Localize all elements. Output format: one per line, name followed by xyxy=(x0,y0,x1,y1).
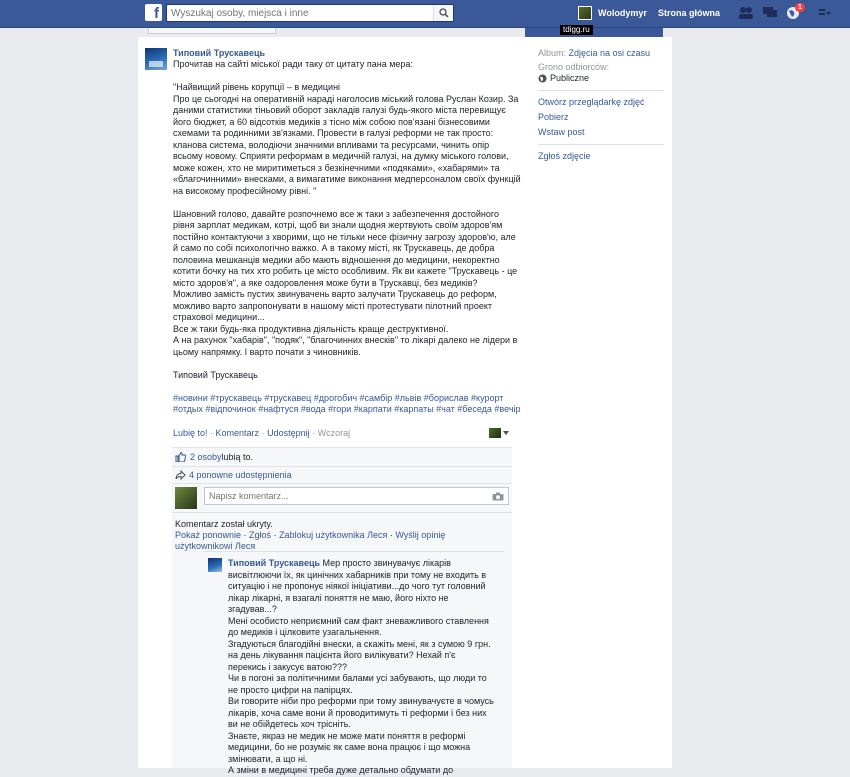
camera-icon[interactable] xyxy=(492,492,504,501)
hidden-comment-notice xyxy=(175,519,505,552)
share-button[interactable]: Udostępnij xyxy=(267,428,310,438)
photo-header-strip xyxy=(525,28,663,37)
search-box[interactable] xyxy=(166,4,454,22)
reply-author-link[interactable]: Типовий Трускавець xyxy=(228,558,321,568)
post-text xyxy=(173,59,521,416)
send-feedback-link[interactable]: Wyślij opinię użytkownikowi Леся xyxy=(175,530,446,551)
comment-box[interactable] xyxy=(204,487,509,505)
tab-strip xyxy=(148,28,276,34)
reply-text: Мер просто звинувачує лікарів висвітлюючи їх, як цинічних хабарників при тому не входить в ситуацію і не пропонує ніякої ініціативи...до чого тут головний лікар лікарні, я взагалі поняття не маю, його ніхто не згадував...? Мені особисто неприємний сам факт зневажливого ставлення до медиків і цілковите узагальнення. Згадуються благодійні внески, а скажіть мені, як з сумою 9 грн. на день лікування пацієнта його вилікувати? Нехай п'є перекись і закусує ватою??? Чи в погоні за політичними балами усі забувають, що люди то не просто цифри на папірцях. Ви говорите ніби про реформи при тому звинувачуєте в чомусь лікарів, хоча саме вони й проводитимуть ті реформи і без них ви не обійдетесь хоч трісніть. Знаєте, якраз не медик не може мати поняття в реформі медицини, бо не розуміє як саме вона працює і що можна змінювати, а що ні. А зміни в медицині треба дуже детально обдумати до xyxy=(228,558,494,775)
user-name: Wolodymyr xyxy=(598,8,647,18)
audience-selector[interactable] xyxy=(538,73,664,84)
album-info: Album: Zdjęcia na osi czasu xyxy=(538,48,651,58)
comment-button[interactable]: Komentarz xyxy=(215,428,260,438)
post-paragraph: Шановний голово, давайте розпочнемо все ж таки з забезпечення достойного рівня зарплат медикам, котрі, щоб ви знали щодня жертвують своїм здоров'ям постійно контактуючи з хворими, що не тільки несе фізичну загрозу здоров'ю, але й само по собі психологічно важко. А в такому місті, як Трускавець, де добра половина мешканців медики або мають відношення до медицини, некоректно котити бочку на тих хто робить це місто особливим. Як ви кажете "Трускавець - це місто здоров'я", а яке оздоровлення може бути в Трускавці, без медиків? Можливо замість пустих звинувачень варто залучати Трускавець до реформ, можливо варто запропонувати в нашому місті протестувати пілотний проект страхової медицини... Все ж таки будь-яка продуктивна діяльність краще деструктивної. А на рахунок "хабарів", "подяк", "благочинних внесків" то лікарі далеко не лідери в цьому напрямку. І варто почати з чиновників. xyxy=(173,208,518,357)
like-button[interactable]: Lubię to! xyxy=(173,428,208,438)
block-user-link[interactable]: Zablokuj użytkownika Леся xyxy=(279,530,388,540)
post-timestamp[interactable]: Wczoraj xyxy=(317,428,351,438)
report-link[interactable]: Zgłoś xyxy=(249,530,272,540)
friend-requests-icon[interactable] xyxy=(738,6,754,20)
show-again-link[interactable]: Pokaż ponownie xyxy=(175,530,242,540)
watermark-tag: tdigg.ru xyxy=(560,25,593,35)
embed-post-link[interactable]: Wstaw post xyxy=(538,127,585,137)
post-signature: Типовий Трускавець xyxy=(173,369,258,380)
post-actions: Lubię to! · Komentarz · Udostępnij · Wczoraj xyxy=(173,428,351,438)
photo-sidebar xyxy=(538,48,664,166)
divider xyxy=(172,512,512,513)
commenter-avatar xyxy=(175,487,197,509)
profile-link[interactable] xyxy=(578,5,647,21)
post-author-link[interactable]: Типовий Трускавець xyxy=(173,48,266,58)
messages-icon[interactable] xyxy=(762,6,778,20)
likes-count-link[interactable]: 2 osoby xyxy=(190,452,222,462)
facebook-logo[interactable]: f xyxy=(145,4,162,21)
comment-input[interactable] xyxy=(209,491,479,501)
thumbs-up-icon xyxy=(175,452,186,462)
open-photo-viewer-link[interactable]: Otwórz przeglądarkę zdjęć xyxy=(538,97,645,107)
search-input[interactable] xyxy=(171,7,431,20)
top-navigation-bar xyxy=(0,0,850,28)
search-button[interactable] xyxy=(433,5,453,21)
divider xyxy=(538,144,664,145)
user-avatar xyxy=(578,6,592,20)
audience-label: Grono odbiorców: xyxy=(538,62,610,72)
hidden-comment-actions: Pokaż ponownie · Zgłoś · Zablokuj użytkownika Леся · Wyślij opinię użytkownikowi Леся xyxy=(175,530,446,551)
post-paragraph: Прочитав на сайті міської ради таку от цитату пана мера: xyxy=(173,59,413,69)
audience-value: Publiczne xyxy=(550,73,590,83)
home-link[interactable]: Strona główna xyxy=(658,8,721,18)
post-hashtags[interactable]: #новини #трускавець #трускавец #дрогобич #самбір #львів #борислав #курорт #отдых #відпочинок #нафтуся #вода #гори #карпати #карпаты #чат #беседа #вечір xyxy=(173,392,521,414)
divider xyxy=(172,483,512,484)
search-icon xyxy=(439,8,449,18)
divider xyxy=(204,551,504,552)
globe-icon xyxy=(538,74,547,83)
actor-selector[interactable] xyxy=(489,428,509,438)
download-link[interactable]: Pobierz xyxy=(538,112,569,122)
reply-author-avatar[interactable] xyxy=(208,558,222,572)
shares-summary xyxy=(175,468,292,482)
report-photo-link[interactable]: Zgłoś zdjęcie xyxy=(538,151,591,161)
notification-count-badge: 1 xyxy=(795,3,805,12)
hidden-comment-text: Komentarz został ukryty. xyxy=(175,519,273,529)
album-link[interactable]: Zdjęcia na osi czasu xyxy=(568,48,651,58)
actor-avatar xyxy=(489,428,501,438)
divider xyxy=(172,466,512,467)
reply-comment xyxy=(228,558,496,777)
shares-count-link[interactable]: 4 ponowne udostępnienia xyxy=(189,470,292,480)
share-arrow-icon xyxy=(175,470,186,480)
chevron-down-icon xyxy=(503,431,509,435)
post-paragraph: "Найвищий рівень корупції – в медицині Про це сьогодні на оперативній нараді наголосив міський голова Руслан Козир. За даними статистики тіньовий оборот закладів галузі будь-якого міста перевищує його бюджет, а 60 відсотків медиків з тісно між собою пов'язані бізнесовими схемами та родинними зв'язками. Провести в галузі реформи не так просто: кланова система, володіючи значними впливами та ресурсами, чинить опір всьому новому. Сприяти реформам в медичній галузі, на думку міського голови, може кожен, хто не миритиметься з безкінечними «подяками», «хабарями» та «благочинними» внесками, а вимагатиме виконання медперсоналом своїх функцій на високому професійному рівні. " xyxy=(173,82,521,196)
divider xyxy=(538,90,664,91)
likes-summary: 2 osoby lubią to. xyxy=(175,450,253,464)
author-avatar[interactable] xyxy=(145,48,167,70)
account-settings-icon[interactable] xyxy=(818,6,832,20)
